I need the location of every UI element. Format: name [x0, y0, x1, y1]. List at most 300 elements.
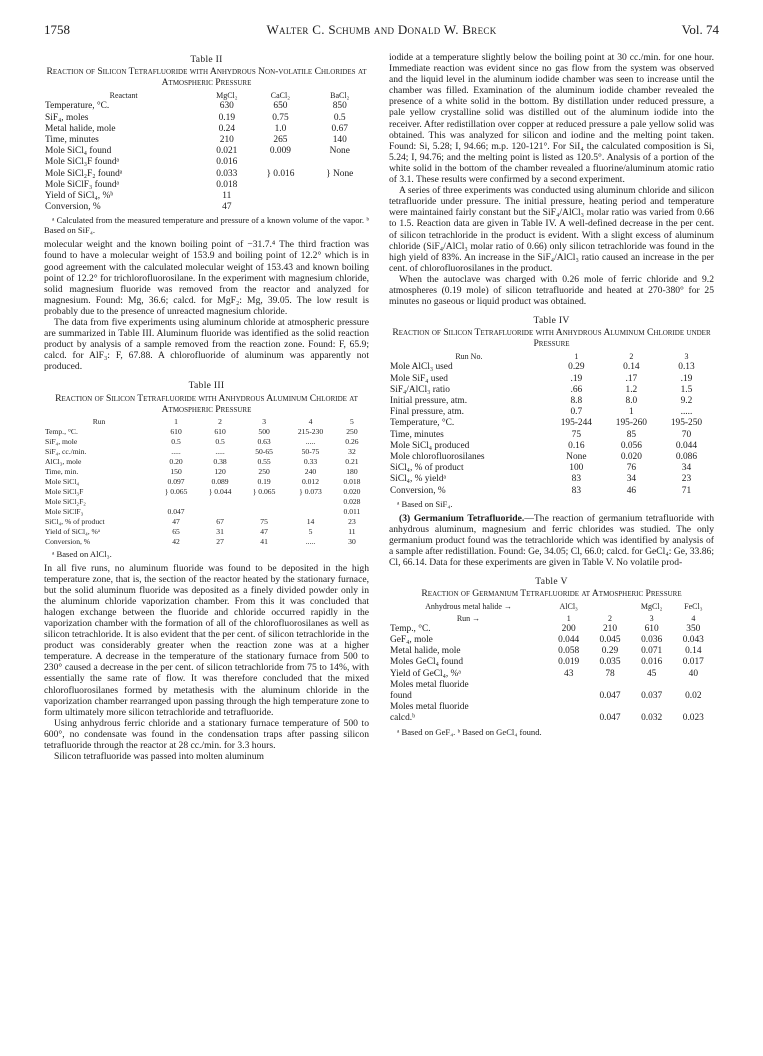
- table-cell: [548, 691, 589, 702]
- table-cell: 47: [172, 516, 180, 526]
- table-row: [44, 101, 369, 112]
- table-cell: 0.29: [601, 646, 619, 657]
- table-cell: 0.5: [171, 436, 181, 446]
- table-cell: [250, 191, 310, 202]
- table-cell: Time, minutes: [390, 429, 444, 440]
- table-cell: 0.19: [218, 112, 236, 123]
- table-cell: [631, 702, 673, 713]
- table-cell: 0.023: [682, 713, 704, 724]
- table-cell: [310, 180, 369, 191]
- table2-footnote: ᵃ Calculated from the measured temperature and pressure of a known volume of the vapor. ᵇ Based on SiF₄.: [44, 215, 369, 236]
- table-row: [44, 191, 369, 202]
- table-cell: Mole SiClF₃: [45, 506, 84, 516]
- table-cell: 0.044: [558, 635, 580, 646]
- table-cell: 0.63: [257, 436, 271, 446]
- table-cell: Conversion, %: [45, 202, 101, 213]
- column-header: 3: [262, 416, 266, 426]
- table-cell: 250: [346, 426, 358, 436]
- table-cell: Time, min.: [45, 466, 79, 476]
- table-cell: [250, 202, 310, 213]
- table-cell: [286, 507, 335, 517]
- table-cell: 71: [681, 485, 692, 496]
- table-cell: [548, 713, 589, 724]
- table-cell: Temperature, °C.: [45, 101, 110, 112]
- paragraph: Using anhydrous ferric chloride and a stationary furnace temperature of 500 to 600°, no condensate was found in the condensation traps after passing silicon tetrafluoride through the reactor at 28 cc./min. for 3.3 hours.: [44, 717, 369, 752]
- table-cell: 0.55: [257, 456, 271, 466]
- germanium-paragraph: [389, 513, 714, 568]
- table-cell: 76: [626, 463, 637, 474]
- table-cell: 195-244: [560, 418, 592, 429]
- table-cell: 1.0: [274, 123, 287, 134]
- table-cell: 0.071: [641, 646, 663, 657]
- table-cell: 75: [571, 429, 582, 440]
- germanium-text: —The reaction of germanium tetrafluoride with anhydrous aluminum, magnesium and ferric chlorides was studied. The only germanium product found was the tetrachloride which was identified by analysis of a sample after redistillation. Found: Ge, 34.05; Cl, 66.0; calcd. for GeCl₄: Ge, 33.86; Cl, 66.14. Data for these experiments are given in Table V. No volatile prod-: [389, 512, 715, 569]
- table-cell: 0.011: [343, 506, 361, 516]
- table-row: [389, 486, 714, 497]
- table-cell: 0.047: [599, 691, 621, 702]
- table-cell: } 0.065: [252, 486, 276, 496]
- table-cell: 0.020: [343, 486, 361, 496]
- table-cell: 1: [629, 407, 634, 418]
- column-header: 4: [308, 416, 313, 426]
- table-row: [44, 497, 369, 507]
- table-cell: Conversion, %: [45, 536, 91, 546]
- page-number: 1758: [44, 22, 70, 37]
- table-cell: 11: [348, 526, 356, 536]
- table-cell: 0.017: [682, 657, 704, 668]
- table-cell: [631, 680, 673, 691]
- table-cell: SiCl₄, % yieldᵃ: [390, 474, 447, 485]
- table-cell: SiCl₄, % of product: [45, 516, 105, 526]
- paragraph: molecular weight and the known boiling point of −31.7.⁴ The third fraction was found to have a molecular weight of 153.9 and boiling point of 12.2° which is in good agreement with the calculated molecular weight of 153.43 and known boiling point of 12.2° for trichlorofluorosilane. In the experiment with magnesium chloride, solid magnesium fluoride was removed from the reactor and analyzed for magnesium. Found: Mg, 36.6; calcd. for MgF₂: Mg, 39.05. The low result is probably due to the presence of unreacted magnesium chloride.: [44, 239, 369, 317]
- table-header-row: [389, 601, 714, 612]
- table-cell: 0.058: [558, 646, 580, 657]
- column-header: MgCl₂: [216, 91, 238, 101]
- table-cell: 0.24: [218, 123, 236, 134]
- table-cell: 0.043: [682, 635, 704, 646]
- table-cell: [589, 702, 630, 713]
- table-row: [389, 669, 714, 680]
- table-cell: 0.38: [213, 456, 227, 466]
- table-cell: 0.5: [333, 112, 346, 123]
- table-cell: 42: [172, 536, 180, 546]
- table-cell: 265: [273, 134, 288, 145]
- table-cell: 47: [222, 202, 232, 213]
- left-column: [44, 52, 369, 762]
- table-cell: 23: [681, 474, 692, 485]
- right-text-block-1: [389, 52, 714, 307]
- column-header: Run →: [456, 613, 481, 623]
- table-cell: 0.29: [568, 362, 585, 373]
- table3-footnote: ᵃ Based on AlCl₃.: [52, 548, 112, 559]
- table-row: [44, 507, 369, 517]
- table-cell: Final pressure, atm.: [390, 407, 464, 418]
- table-cell: Mole SiCl₂F₂ foundᵃ: [45, 168, 123, 179]
- table-cell: Time, minutes: [45, 134, 99, 145]
- table-cell: .....: [305, 436, 316, 446]
- table-cell: 0.089: [211, 476, 229, 486]
- table-row: [44, 124, 369, 135]
- table-cell: Mole SiCl₄: [45, 476, 80, 486]
- table-cell: [198, 507, 242, 517]
- table-cell: Mole SiCl₃F: [45, 486, 84, 496]
- table-cell: 32: [348, 446, 356, 456]
- table-cell: [286, 497, 335, 507]
- table-cell: 9.2: [680, 396, 693, 407]
- table-cell: 50-75: [301, 446, 320, 456]
- table-cell: 0.018: [343, 476, 361, 486]
- running-authors: Walter C. Schumb and Donald W. Breck: [266, 22, 497, 37]
- table5-footnote: ᵃ Based on GeF₄. ᵇ Based on GeCl₄ found.: [397, 726, 542, 737]
- table-cell: GeF₄, mole: [390, 635, 433, 646]
- table-cell: Moles metal fluoride: [390, 702, 469, 713]
- table-cell: 0.097: [167, 476, 185, 486]
- column-header: 1: [574, 352, 579, 362]
- table-cell: 0.14: [685, 646, 702, 657]
- table-row: [389, 430, 714, 441]
- table-header-row: [44, 417, 369, 427]
- table-cell: Conversion, %: [390, 485, 446, 496]
- table-row: [44, 487, 369, 497]
- table-cell: Metal halide, mole: [45, 123, 116, 134]
- table-cell: 0.14: [623, 362, 640, 373]
- table-cell: 0.21: [345, 456, 359, 466]
- table-row: [44, 157, 369, 168]
- table-cell: 0.044: [675, 440, 697, 451]
- table-cell: 40: [688, 668, 698, 679]
- table-cell: Mole chlorofluorosilanes: [390, 452, 485, 463]
- table-cell: 650: [273, 101, 288, 112]
- table-cell: found: [390, 691, 412, 702]
- table-cell: 0.13: [678, 362, 695, 373]
- table-cell: 0.5: [215, 436, 225, 446]
- paragraph: A series of three experiments was conducted using aluminum chloride and silicon tetrafluoride under pressure. The initial pressure, heating period and temperature were maintained fairly constant but the SiF₄/AlCl₃ molar ratio was varied from 0.66 to 1.5. Reaction data are given in Table IV. A well-defined decrease in the per cent. of silicon tetrachloride in the product is evident. With a slight excess of aluminum chloride (SiF₄/AlCl₃ molar ratio of 0.66) only silicon tetrachloride was found in the high yield of 83%. An increase in the SiF₄/AlCl₃ ratio caused an increase in the per cent. of chlorofluorosilanes in the product.: [389, 185, 714, 274]
- table-row: [44, 113, 369, 124]
- table-cell: Yield of SiCl₄, %ᵃ: [45, 526, 100, 536]
- table-cell: 27: [216, 536, 224, 546]
- table4-footnote: ᵃ Based on SiF₄.: [397, 498, 453, 509]
- table-cell: Mole SiClF₃ foundᵃ: [45, 179, 120, 190]
- table-cell: 83: [571, 485, 582, 496]
- table-cell: 23: [348, 516, 356, 526]
- table4: [389, 351, 714, 497]
- table-cell: 0.016: [641, 657, 663, 668]
- table-cell: 0.26: [345, 436, 359, 446]
- table-cell: 150: [170, 466, 182, 476]
- table-cell: .19: [570, 373, 583, 384]
- table-cell: .19: [680, 373, 693, 384]
- column-header: FeCl₃: [684, 602, 703, 612]
- table-cell: 120: [214, 466, 226, 476]
- table-cell: 210: [219, 134, 234, 145]
- table-cell: 0.012: [301, 476, 320, 486]
- paragraph: In all five runs, no aluminum fluoride was found to be deposited in the high temperature zone, that is, the section of the reactor heated by the stationary furnace, but the solid aluminum fluoride was deposited as a finely divided powder only in the aluminum chloride vaporization chamber. From this it was concluded that halogen exchange between the fluoride and chloride occurred rapidly in the vaporization chamber with the formation of all of the chlorofluorosilanes as well as silicon tetrachloride. It is also evident that the per cent. of silicon tetrachloride in the product was considerably greater when the reaction zone was at a higher temperature. A decrease in the temperature of the stationary furnace from 500 to 230° caused a decrease in the per cent. of silicon tetrachloride from 75 to 14%, with essentially the same rate of flow. It was therefore concluded that the mixed chlorofluorosilanes formed by metathesis with the aluminum chloride in the vaporization chamber rearranged upon passing through the high temperature zone to form ultimately more silicon tetrachloride and tetrafluoride.: [44, 562, 369, 718]
- table-row: [44, 135, 369, 146]
- table-cell: SiF₄/AlCl₃ ratio: [390, 384, 450, 395]
- table5-label: Table V: [535, 576, 568, 588]
- left-text-block-2: [44, 563, 369, 763]
- table-row: [44, 477, 369, 487]
- table-cell: 78: [605, 668, 615, 679]
- table-cell: [310, 191, 369, 202]
- table-cell: 11: [222, 190, 232, 201]
- table-row: [389, 407, 714, 418]
- table-row: [389, 441, 714, 452]
- table-row: [389, 702, 714, 713]
- left-text-block-1: [44, 239, 369, 372]
- table-row: [389, 646, 714, 657]
- table-cell: SiF₄, mole: [45, 436, 78, 446]
- table-cell: 100: [569, 463, 584, 474]
- table-cell: Temperature, °C.: [390, 418, 455, 429]
- table4-label: Table IV: [533, 315, 570, 327]
- table-header-row: [389, 351, 714, 362]
- table-row: [389, 635, 714, 646]
- table-cell: 8.8: [570, 396, 583, 407]
- table-row: [44, 457, 369, 467]
- table-cell: SiF₄, moles: [45, 112, 89, 123]
- table-row: [389, 385, 714, 396]
- table-cell: 0.028: [343, 496, 361, 506]
- column-header: 1: [174, 416, 178, 426]
- table-cell: .....: [680, 407, 693, 418]
- table-cell: 65: [172, 526, 180, 536]
- table-cell: Temp., °C.: [45, 426, 78, 436]
- table-cell: 31: [216, 526, 224, 536]
- table-cell: 34: [626, 474, 637, 485]
- table-cell: [589, 680, 630, 691]
- column-header: CaCl₂: [270, 91, 291, 101]
- column-header: 5: [350, 416, 354, 426]
- table-cell: 0.016: [216, 157, 238, 168]
- table-cell: 0.19: [257, 476, 271, 486]
- table-cell: Yield of SiCl₄, %ᵇ: [45, 190, 114, 201]
- table-cell: [242, 497, 286, 507]
- table-row: [44, 169, 369, 180]
- paragraph: Silicon tetrafluoride was passed into molten aluminum: [54, 751, 264, 763]
- table-cell: 0.032: [641, 713, 663, 724]
- table-header-row: [44, 90, 369, 101]
- table-cell: 610: [170, 426, 182, 436]
- table-cell: [548, 702, 589, 713]
- table-cell: 215-230: [297, 426, 324, 436]
- table3: [44, 417, 369, 547]
- table-row: [44, 527, 369, 537]
- table-cell: } 0.016: [266, 168, 295, 179]
- table-cell: AlCl₃, mole: [45, 456, 82, 466]
- table-row: [44, 447, 369, 457]
- table-cell: SiCl₄, % of product: [390, 463, 464, 474]
- table-cell: Initial pressure, atm.: [390, 396, 468, 407]
- table-row: [44, 537, 369, 547]
- column-header: Anhydrous metal halide →: [425, 602, 512, 612]
- table-cell: [250, 180, 310, 191]
- table-cell: 610: [214, 426, 226, 436]
- table-cell: 1.5: [680, 384, 693, 395]
- table2: [44, 90, 369, 213]
- table-cell: 0.020: [620, 452, 642, 463]
- table-row: [389, 691, 714, 702]
- table-cell: } 0.073: [299, 486, 322, 496]
- table-cell: 5: [308, 526, 313, 536]
- table-cell: } 0.065: [164, 486, 188, 496]
- table-cell: .....: [305, 536, 316, 546]
- table-cell: Mole SiCl₄ produced: [390, 440, 470, 451]
- running-header: [44, 22, 719, 42]
- table-cell: 0.018: [216, 179, 238, 190]
- column-header: 3: [684, 352, 689, 362]
- table-cell: Mole SiCl₃F foundᵃ: [45, 157, 120, 168]
- table-cell: .....: [215, 446, 225, 456]
- table-cell: 140: [332, 134, 347, 145]
- table-cell: 46: [626, 485, 637, 496]
- table-row: [44, 146, 369, 157]
- paragraph: iodide at a temperature slightly below the boiling point at 30 cc./min. for one hour. Immediate reaction was evident since no gas flow from the system was observed and the liquid level in the aluminum iodide chamber was seen to increase until the chamber was filled. Examination of the aluminum iodide chamber revealed the presence of a white solid in the bottom. By distillation under reduced pressure, a pale yellow crystalline solid was distilled out of the aluminum iodide into the receiver. After redistillation over copper at reduced pressure a pale yellow solid was obtained. This was analyzed for silicon and iodine and the melting point taken. Found: Si, 5.28; I, 94.66; m.p. 120-121°. For SiI₄ the calculated composition is Si, 5.24; I, 94.76; and the melting point is listed as 120.5°. Analysis of a portion of the white solid in the bottom of the chamber revealed a fluorine/aluminum atomic ratio of 3.1. These results were confirmed by a second experiment.: [389, 52, 714, 186]
- table4-caption: Reaction of Silicon Tetrafluoride with Anhydrous Aluminum Chloride under Pressure: [392, 327, 711, 350]
- table-cell: } 0.044: [208, 486, 232, 496]
- table-row: [389, 463, 714, 474]
- table-cell: 45: [646, 668, 657, 679]
- table-cell: 195-260: [615, 418, 647, 429]
- table-row: [44, 517, 369, 527]
- paragraph: When the autoclave was charged with 0.26 mole of ferric chloride and 9.2 atmospheres (0.19 mole) of silicon tetrafluoride and heated at 270-380° for 25 minutes no gaseous or liquid product was obtained.: [389, 273, 714, 308]
- table-row: [44, 437, 369, 447]
- table-cell: 0.20: [169, 456, 183, 466]
- table-cell: 500: [258, 426, 270, 436]
- table-cell: 85: [626, 429, 637, 440]
- table-cell: None: [566, 452, 587, 463]
- column-header: 4: [691, 613, 696, 623]
- table-cell: 0.009: [269, 146, 291, 157]
- table-cell: Mole SiF₄ used: [390, 373, 448, 384]
- table-cell: 0.047: [167, 506, 185, 516]
- column-header: [589, 601, 630, 612]
- table-cell: 67: [216, 516, 224, 526]
- table-cell: 0.037: [641, 691, 663, 702]
- table-row: [389, 624, 714, 635]
- table-cell: 0.045: [599, 635, 621, 646]
- table-cell: 180: [346, 466, 358, 476]
- table-cell: } None: [326, 168, 354, 179]
- table-cell: [673, 680, 714, 691]
- table-row: [44, 202, 369, 213]
- table-row: [389, 657, 714, 668]
- table-cell: 0.75: [272, 112, 289, 123]
- table-cell: 70: [681, 429, 692, 440]
- table-cell: 14: [306, 516, 315, 526]
- table-row: [44, 467, 369, 477]
- paragraph: The data from five experiments using aluminum chloride at atmospheric pressure are summarized in Table III. Aluminum fluoride was identified as the solid reaction product by analysis of a sample removed from the reaction zone. Found: F, 65.9; calcd. for AlF₃: F, 67.88. A chlorofluoride of aluminum was apparently not produced.: [44, 316, 369, 373]
- table-cell: 0.67: [331, 123, 348, 134]
- table3-caption: Reaction of Silicon Tetrafluoride with Anhydrous Aluminum Chloride at Atmospheric Pressure: [55, 392, 358, 415]
- table-row: [44, 180, 369, 191]
- table-cell: 200: [561, 623, 576, 634]
- table2-label: Table II: [190, 54, 223, 65]
- column-header: Reactant: [109, 91, 138, 101]
- table-row: [389, 396, 714, 407]
- column-header: 2: [608, 613, 612, 623]
- right-column: [389, 52, 714, 741]
- table-cell: [198, 497, 242, 507]
- table5: [389, 601, 714, 724]
- table-row: [389, 713, 714, 724]
- table-cell: 350: [686, 623, 701, 634]
- table-cell: 0.036: [641, 635, 663, 646]
- table-cell: 850: [332, 101, 347, 112]
- table-cell: 0.086: [675, 452, 697, 463]
- table-row: [389, 374, 714, 385]
- table-cell: Metal halide, mole: [390, 646, 461, 657]
- table-cell: 0.33: [303, 456, 318, 466]
- table-cell: 50-65: [255, 446, 273, 456]
- table-cell: 83: [571, 474, 582, 485]
- table-header-row: [389, 613, 714, 624]
- table-cell: 0.047: [599, 713, 621, 724]
- table-cell: 610: [644, 623, 659, 634]
- column-header: Run No.: [455, 352, 483, 362]
- table-row: [389, 452, 714, 463]
- volume-label: Vol. 74: [681, 22, 719, 37]
- table-row: [389, 680, 714, 691]
- table-cell: Mole AlCl₃ used: [390, 362, 453, 373]
- table-cell: None: [329, 146, 350, 157]
- column-header: AlCl₃: [559, 602, 578, 612]
- table-cell: [242, 507, 286, 517]
- table-cell: .....: [171, 446, 181, 456]
- table-cell: 0.035: [599, 657, 621, 668]
- table-cell: 34: [681, 463, 692, 474]
- column-header: 1: [566, 613, 571, 623]
- table-cell: 240: [304, 466, 317, 476]
- table-row: [389, 362, 714, 373]
- table-cell: .17: [625, 373, 638, 384]
- table-cell: SiF₄, cc./min.: [45, 446, 87, 456]
- table-cell: Mole SiCl₄ found: [45, 146, 112, 157]
- table-cell: Mole SiCl₂F₂: [45, 496, 86, 506]
- table-cell: 250: [258, 466, 270, 476]
- table-cell: 0.033: [216, 168, 238, 179]
- table-cell: [310, 202, 369, 213]
- column-header: 3: [649, 613, 654, 623]
- table-cell: 47: [260, 526, 268, 536]
- table2-caption: Reaction of Silicon Tetrafluoride with Anhydrous Non-volatile Chlorides at Atmospheric Pressure: [46, 66, 367, 89]
- table-row: [389, 418, 714, 429]
- table-cell: 30: [348, 536, 356, 546]
- column-header: BaCl₂: [330, 91, 350, 101]
- table-cell: 195-250: [670, 418, 703, 429]
- table-cell: 43: [564, 668, 574, 679]
- column-header: 2: [629, 352, 634, 362]
- table-cell: Moles GeCl₄ found: [390, 657, 464, 668]
- table-cell: 8.0: [625, 396, 638, 407]
- column-header: Run: [92, 416, 106, 426]
- column-header: 2: [218, 416, 222, 426]
- table-cell: 1.2: [625, 384, 638, 395]
- table-row: [44, 427, 369, 437]
- germanium-heading: (3) Germanium Tetrafluoride.: [399, 512, 525, 524]
- column-header: MgCl₂: [640, 602, 663, 612]
- table-cell: Temp., °C.: [390, 623, 431, 634]
- table-cell: 210: [602, 623, 618, 634]
- table-cell: 75: [260, 516, 268, 526]
- table-cell: 0.16: [568, 440, 585, 451]
- table-cell: 0.02: [685, 691, 702, 702]
- table-cell: [673, 702, 714, 713]
- table-cell: [250, 157, 310, 168]
- table-cell: .66: [570, 384, 583, 395]
- table-cell: 0.019: [558, 657, 580, 668]
- table-cell: [548, 680, 589, 691]
